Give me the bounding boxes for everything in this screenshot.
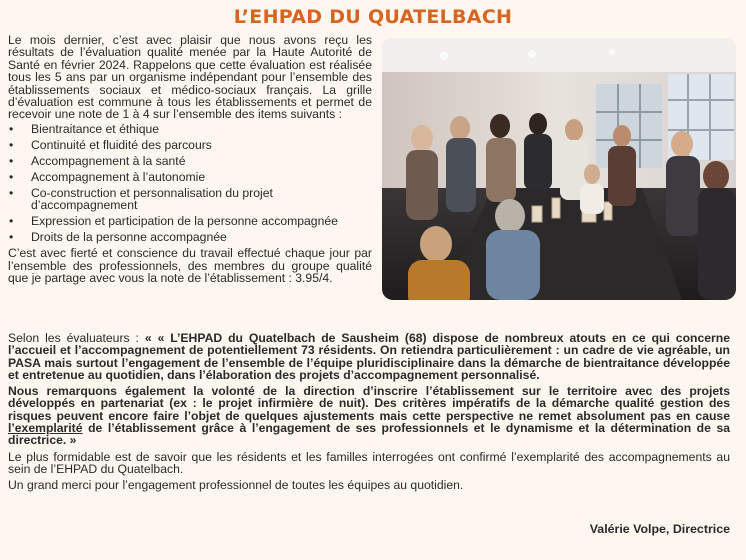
- list-item: • Expression et participation de la personne accompagnée: [8, 215, 372, 227]
- list-item: • Continuité et fluidité des parcours: [8, 139, 372, 151]
- quote-section: [8, 332, 730, 496]
- page-title: L’EHPAD DU QUATELBACH: [233, 6, 513, 28]
- quote-bold-2-after: de l’établissement grâce à l’engagement de ses professionnels et le dynamisme et la détermination de sa directrice. »: [8, 421, 730, 448]
- quote-lead: Selon les évaluateurs :: [8, 331, 145, 345]
- list-item: • Accompagnement à l’autonomie: [8, 171, 372, 183]
- quote-paragraph-2: [8, 385, 730, 446]
- list-item: • Accompagnement à la santé: [8, 155, 372, 167]
- list-item: • Co-construction et personnalisation du projet d’accompagnement: [8, 187, 372, 212]
- group-photo: [382, 38, 736, 300]
- quote-paragraph-1: [8, 332, 730, 381]
- quote-bold-1: « « L’EHPAD du Quatelbach de Sausheim (68) dispose de nombreux atouts en ce qui concerne l’accueil et l’accompagnement de potentiellement 73 résidents. On retiendra particulièrement : un cadre de vie agréable, un PASA mais surtout l’engagement de l’ensemble de l’équipe pluridisciplinaire dans la démarche de bientraitance développée et entretenue au quotidien, dans l’élaboration des projets d’accompagnement personnalisé.: [8, 331, 730, 382]
- quote-underlined-word: l’exemplarité: [8, 421, 83, 436]
- list-item: • Bientraitance et éthique: [8, 123, 372, 135]
- intro-section: [8, 34, 372, 284]
- evaluation-items-list: [8, 123, 372, 244]
- intro-closing: C’est avec fierté et conscience du travail effectué chaque jour par l’ensemble des professionnels, des membres du groupe qualité que je partage avec vous la note de l’établissement : 3.95/4.: [8, 246, 372, 286]
- intro-paragraph: Le mois dernier, c’est avec plaisir que nous avons reçu les résultats de l’évaluation qualité menée par la Haute Autorité de Santé en février 2024. Rappelons que cette évaluation est réalisée tous les 5 ans par un organisme indépendant pour l’ensemble des établissements sociaux et médico-sociaux français. La grille d’évaluation est commune à tous les établissements et permet de recevoir une note de 1 à 4 sur l’ensemble des items suivants :: [8, 33, 372, 122]
- outro-paragraph-1: Le plus formidable est de savoir que les résidents et les familles interrogées ont confirmé l’exemplarité des accompagnements au sein de l’EHPAD du Quatelbach.: [8, 449, 730, 476]
- quote-bold-2-before: Nous remarquons également la volonté de la direction d’inscrire l’établissement sur le territoire avec des projets développés en partenariat (ex : le projet infirmière de nuit). Des critères impératifs de la démarche qualité gestion des risques peuvent encore faire l’objet de quelques ajustements mais cette perspective ne remet absolument pas en cause: [8, 384, 730, 423]
- signature: Valérie Volpe, Directrice: [589, 522, 730, 536]
- list-item: • Droits de la personne accompagnée: [8, 231, 372, 243]
- outro-paragraph-2: Un grand merci pour l’engagement professionnel de toutes les équipes au quotidien.: [8, 478, 464, 493]
- group-photo-icon: [382, 38, 736, 300]
